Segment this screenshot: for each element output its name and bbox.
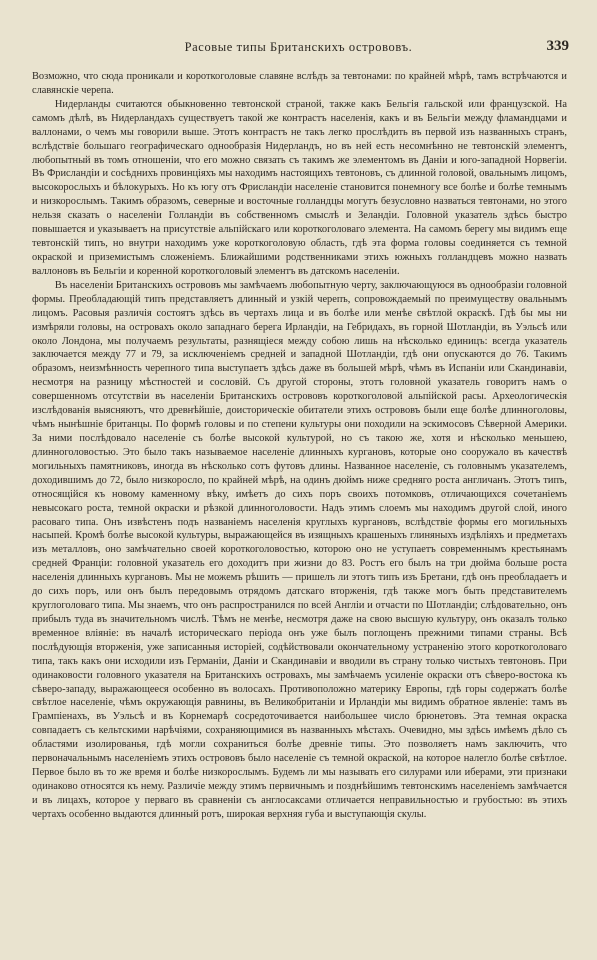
paragraph: Возможно, что сюда проникали и короткоголовые славяне вслѣдъ за тевтонами: по крайней мѣрѣ, тамъ встрѣчаются и славянскіе черепа. [32, 71, 567, 96]
paragraph: Нидерланды считаются обыкновенно тевтонской страной, также какъ Бельгія гальской или французской. На самомъ дѣлѣ, въ Нидерландахъ существуетъ такой же контрастъ населенія, какъ и въ Бельгіи между фламандцами и валлонами, о чемъ мы говорили выше. Этотъ контрастъ не такъ легко прослѣдить въ первой изъ названныхъ странъ, вслѣдствіе большаго географическаго однообразія Нидерландъ, но въ ней есть несомнѣнно не тевтонскій элементъ, любопытный въ томъ отношеніи, что его можно связать съ такимъ же элементомъ въ Даніи и юго-западной Норвегіи. Въ Фрисландіи и сосѣднихъ провинціяхъ мы находимъ настоящихъ тевтоновъ, съ длинной головой, овальнымъ лицомъ, высокорослыхъ и бѣлокурыхъ. Но къ югу отъ Фрисландіи населеніе становится понемногу все болѣе и болѣе темнымъ и низкорослымъ. Такимъ образомъ, северные и восточные голландцы могутъ безусловно назваться тевтонами, но этого нельзя сказать о населеніи Голландіи въ собственномъ смыслѣ и Зеландіи. Головной указатель здѣсь быстро повышается и указываетъ на присутствіе альпійскаго или короткоголоваго элемента. На самомъ берегу мы видимъ еще тевтонскій типъ, но внутри находимъ уже короткоголовую область, гдѣ эта форма головы соединяется съ темной окраской и приземистымъ сложеніемъ. Ближайшими родственниками этихъ южныхъ голландцевъ можно назвать валлоновъ въ Бельгіи и коренной короткоголовый элементъ въ датскомъ населеніи. [32, 98, 567, 277]
page-header [32, 38, 569, 64]
body-text [32, 70, 567, 822]
running-head: Расовые типы Британскихъ острововъ. [184, 40, 413, 54]
page-number: 339 [546, 38, 569, 54]
paragraph: Въ населеніи Британскихъ острововъ мы замѣчаемъ любопытную черту, заключающуюся въ однообразіи головной формы. Преобладающій типъ представляетъ длинный и узкій черепъ, сопровождаемый по преимуществу овальнымъ лицомъ. Расовыя различія состоятъ здѣсь въ чертахъ лица и въ болѣе или менѣе свѣтлой окраскѣ. Гдѣ бы мы ни измѣряли головы, на островахъ около западнаго берега Ирландіи, на Гебридахъ, въ горной Шотландіи, въ Уэльсѣ или около Лондона, мы получаемъ результаты, разнящіеся между собою лишь на нѣсколько единицъ: всегда указатель заключается между 77 и 79, за исключеніемъ средней и западной Шотландіи, гдѣ они опускаются до 76. Такимъ образомъ, неизмѣнность черепного типа выступаетъ здѣсь даже въ большей мѣрѣ, чѣмъ въ Испаніи или Скандинавіи, несмотря на разницу мѣстностей и сословій. Съ другой стороны, этотъ головной указатель говоритъ намъ о совершенномъ отсутствіи въ населеніи Британскихъ острововъ короткоголовой альпійской расы. Археологическія изслѣдованія выясняютъ, что древнѣйшіе, доисторическіе обитатели этихъ острововъ были еще болѣе длинноголовы, чѣмъ нынѣшніе британцы. По формѣ головы и по степени культуры они походили на эскимосовъ Сѣверной Америки. За ними послѣдовало населеніе съ болѣе высокой культурой, но съ такою же, хотя и нѣсколько меньшею, длинноголовостью. Это было такъ называемое населеніе длинныхъ кургановъ, которые оно сооружало въ качествѣ могильныхъ памятниковъ, иногда въ нѣсколько сотъ футовъ длины. Названное населеніе, съ головнымъ указателемъ, доходившимъ до 72, было низкорослo, по крайней мѣрѣ, на одинъ дюймъ ниже средняго роста англичанъ. Этотъ типъ, относящійся къ новому каменному вѣку, имѣетъ до сихъ поръ своихъ потомковъ, отличающихся сочетаніемъ невысокаго роста, темной окраски и рѣзкой длинноголовости. Надъ этимъ слоемъ мы находимъ другой слой, иного расоваго типа. Онъ извѣстенъ подъ названіемъ населенія круглыхъ кургановъ, вслѣдствіе формы его могильныхъ насыпей. Кромѣ болѣе высокой культуры, выражающейся въ изящныхъ крашеныхъ глиняныхъ издѣліяхъ и предметахъ изъ металловъ, оно замѣчательно своей короткоголовостью, которою оно не уступаетъ современнымъ крестьянамъ средней Франціи: головной указатель его доходитъ при жизни до 83. Ростъ его былъ на три дюйма больше роста населенія длинныхъ кургановъ. Мы не можемъ рѣшить — пришелъ ли этотъ типъ изъ Бретани, гдѣ онъ преобладаетъ и до сихъ поръ, или онъ былъ передовымъ отрядомъ датскаго вторженія, гдѣ также могъ быть представителемъ круглоголоваго типа. Мы знаемъ, что онъ распространился по всей Англіи и отчасти по Шотландіи; слѣдовательно, онъ прибылъ туда въ значительномъ числѣ. Тѣмъ не менѣе, несмотря даже на свою высшую культуру, онъ оказалъ только временное вліяніе: въ началѣ историческаго періода онъ уже былъ поглощенъ прежними типами страны. Всѣ послѣдующія вторженія, уже записанныя исторіей, содѣйствовали окончательному устраненію этого короткоголоваго типа, такъ какъ они исходили изъ Германіи, Даніи и Скандинавіи и вводили въ страну только чистыхъ тевтоновъ. При одинаковости головного указателя на Британскихъ островахъ, мы замѣчаемъ усиленіе окраски отъ сѣверо-востока къ сѣверо-западу, выражающееся особенно въ волосахъ. Противоположно материку Европы, гдѣ горы содержатъ болѣе свѣтлое населеніе, чѣмъ окружающія равнины, въ Великобританіи и Ирландіи мы видимъ обратное явленіе: тамъ въ Грампіенахъ, въ Уэльсѣ и въ Корнемарѣ сосредоточивается наибольшее число брюнетовъ. Эта темная окраска совпадаетъ съ кельтскими нарѣчіями, сохраняющимися въ названныхъ мѣстахъ. Очевидно, мы здѣсь имѣемъ дѣло съ областями изолированья, гдѣ могли сохраниться болѣе древніе типы. Это позволяетъ намъ заключить, что первоначальнымъ населеніемъ этихъ острововъ было населеніе съ темной окраской, на которое налегло болѣе свѣтлое. Первое было въ то же время и болѣе низкорослымъ. Будемъ ли мы называть его силурами или иберами, эти признаки одинаково относятся къ нему. Различіе между этимъ первичнымъ и позднѣйшимъ тевтонскимъ населеніемъ замѣчается и въ лицахъ, которое у перваго въ сравненіи съ англосаксами отличается неправильностью и грубостью: въ этихъ чертахъ особенно выдаются длинный ротъ, широкая верхняя губа и выступающія скулы. [32, 279, 567, 820]
